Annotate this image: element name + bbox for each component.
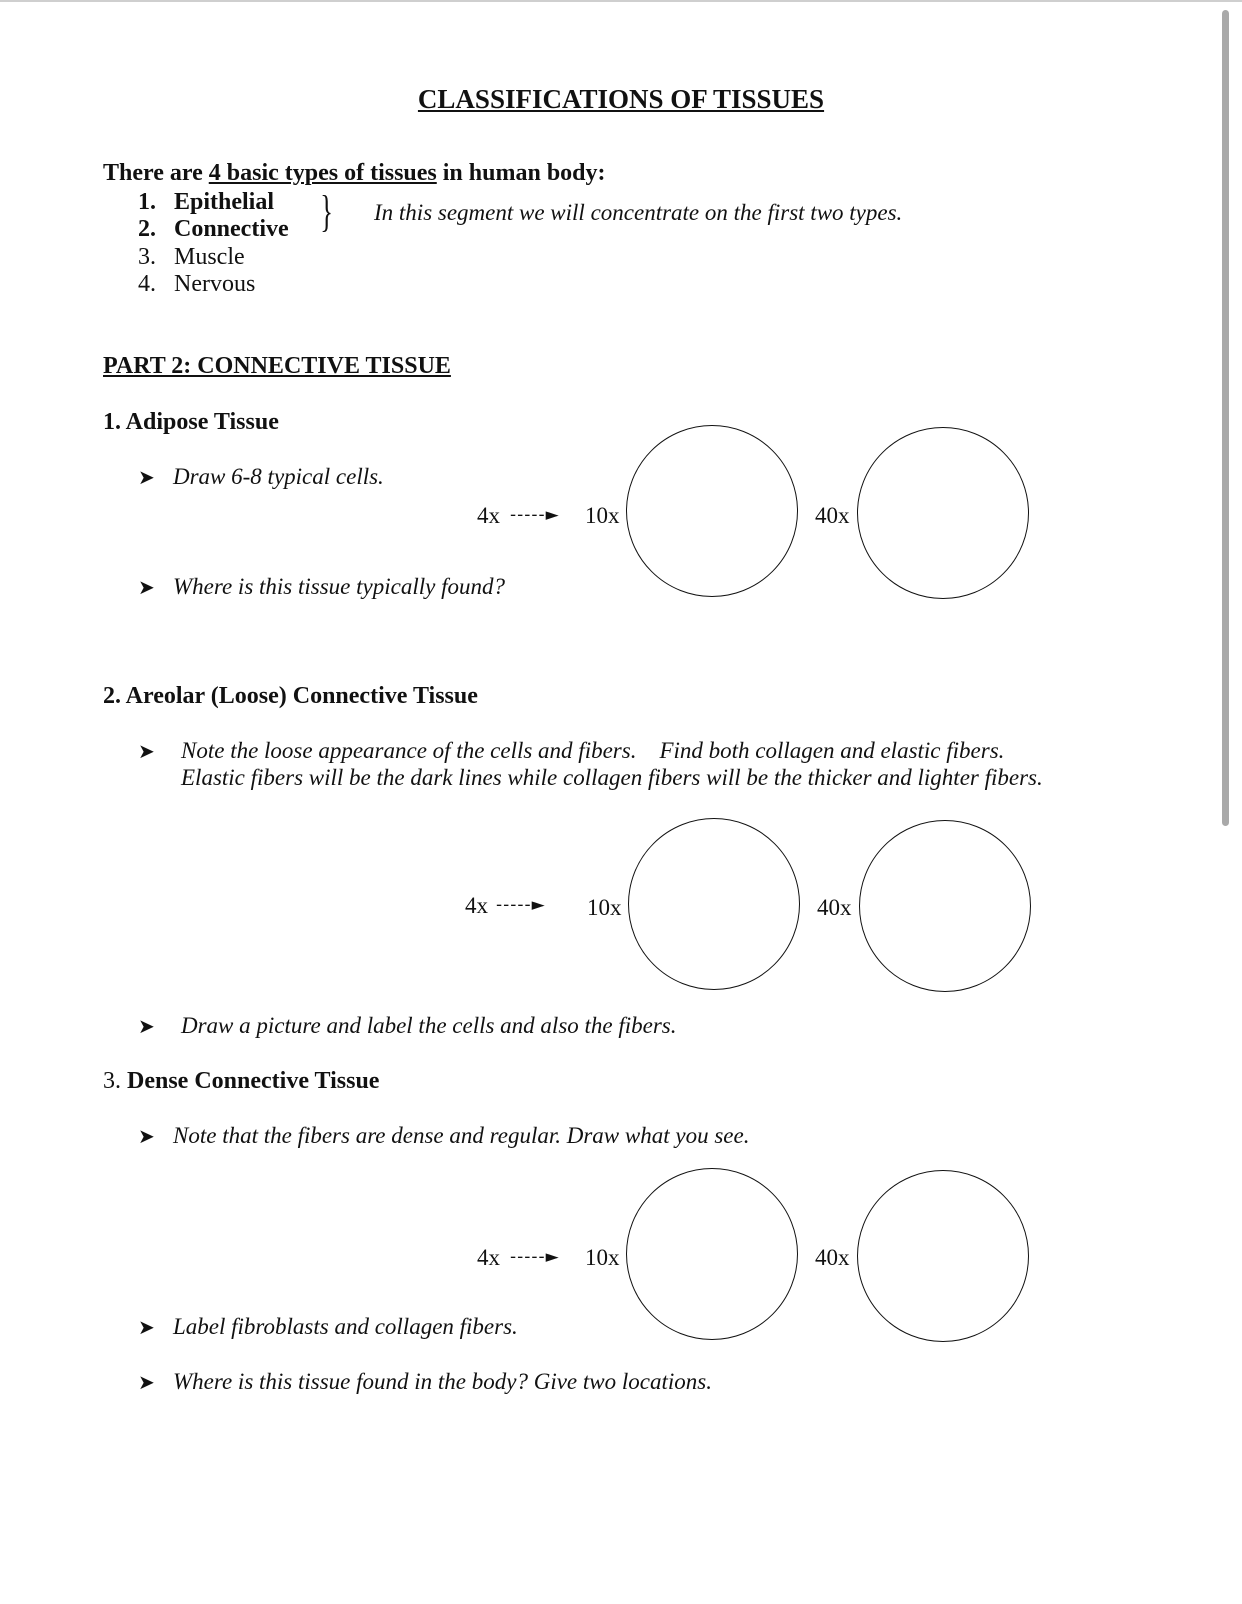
areolar-note-line-1: Note the loose appearance of the cells and fibers. Find both collagen and elastic fibers.: [181, 738, 1005, 763]
mag-10x-label: 10x: [585, 503, 620, 528]
list-label: Connective: [174, 216, 289, 242]
intro-line: [103, 160, 606, 188]
bullet-text: Where is this tissue typically found?: [173, 574, 505, 599]
bullet-arrow-icon: ➤: [138, 1372, 155, 1394]
arrow-4x-to-10x: [510, 1248, 560, 1268]
list-item-3: [138, 244, 245, 272]
list-item-1: [138, 189, 275, 217]
list-item-4: [138, 271, 256, 299]
drawing-circle-10x[interactable]: [626, 1168, 798, 1340]
bullet-item: [138, 1369, 712, 1395]
bullet-text: Draw a picture and label the cells and also the fibers.: [181, 1013, 677, 1038]
section-number: 3.: [103, 1068, 127, 1094]
bullet-item: [138, 1314, 518, 1340]
arrow-4x-to-10x: [496, 896, 546, 916]
list-number: 1.: [138, 189, 156, 215]
section-title: Dense Connective Tissue: [127, 1068, 380, 1094]
top-border: [0, 0, 1242, 2]
list-label: Epithelial: [174, 189, 275, 215]
section-heading-adipose: 1. Adipose Tissue: [103, 409, 279, 435]
mag-40x-label: 40x: [815, 1245, 850, 1270]
intro-suffix: in human body:: [436, 160, 606, 186]
intro-prefix: There are: [103, 160, 209, 186]
bullet-item: [138, 464, 384, 490]
dashed-line: -----: [510, 505, 546, 525]
dashed-line: -----: [496, 895, 532, 915]
arrow-head-icon: ►: [545, 505, 560, 525]
list-number: 2.: [138, 216, 156, 242]
bullet-item: [138, 738, 155, 764]
vertical-scrollbar[interactable]: [1222, 10, 1229, 826]
bullet-arrow-icon: ➤: [138, 1317, 155, 1339]
drawing-circle-10x[interactable]: [628, 818, 800, 990]
mag-10x-label: 10x: [585, 1245, 620, 1270]
bullet-text: Where is this tissue found in the body? Give two locations.: [173, 1369, 712, 1394]
bullet-arrow-icon: ➤: [138, 1126, 155, 1148]
list-label: Muscle: [174, 244, 245, 270]
arrow-4x-to-10x: [510, 506, 560, 526]
bullet-text: Label fibroblasts and collagen fibers.: [173, 1314, 518, 1339]
bullet-text: Note that the fibers are dense and regular. Draw what you see.: [173, 1123, 750, 1148]
page-title: CLASSIFICATIONS OF TISSUES: [417, 84, 825, 114]
drawing-circle-40x[interactable]: [857, 1170, 1029, 1342]
bullet-item: [138, 1013, 677, 1039]
drawing-circle-10x[interactable]: [626, 425, 798, 597]
arrow-head-icon: ►: [531, 895, 546, 915]
mag-40x-label: 40x: [815, 503, 850, 528]
mag-4x-label: 4x: [465, 893, 488, 918]
bullet-item: [138, 574, 505, 600]
mag-10x-label: 10x: [587, 895, 622, 920]
intro-underlined: 4 basic types of tissues: [208, 160, 437, 186]
bullet-text: Draw 6-8 typical cells.: [173, 464, 384, 489]
bullet-arrow-icon: ➤: [138, 467, 155, 489]
section-heading-dense: [103, 1068, 379, 1096]
grouping-brace: }: [320, 187, 333, 236]
list-label: Nervous: [174, 271, 256, 297]
drawing-circle-40x[interactable]: [859, 820, 1031, 992]
list-number: 3.: [138, 244, 156, 270]
bullet-arrow-icon: ➤: [138, 577, 155, 599]
bullet-arrow-icon: ➤: [138, 741, 155, 763]
arrow-head-icon: ►: [545, 1247, 560, 1267]
bullet-item: [138, 1123, 750, 1149]
section-heading-areolar: 2. Areolar (Loose) Connective Tissue: [103, 683, 478, 709]
list-item-2: [138, 216, 289, 244]
mag-40x-label: 40x: [817, 895, 852, 920]
bullet-arrow-icon: ➤: [138, 1016, 155, 1038]
dashed-line: -----: [510, 1247, 546, 1267]
mag-4x-label: 4x: [477, 503, 500, 528]
areolar-note-line-2: Elastic fibers will be the dark lines while collagen fibers will be the thicker and lighter fibers.: [181, 765, 1043, 790]
drawing-circle-40x[interactable]: [857, 427, 1029, 599]
mag-4x-label: 4x: [477, 1245, 500, 1270]
list-number: 4.: [138, 271, 156, 297]
part-heading: PART 2: CONNECTIVE TISSUE: [103, 353, 451, 379]
segment-note: In this segment we will concentrate on the first two types.: [374, 200, 903, 225]
